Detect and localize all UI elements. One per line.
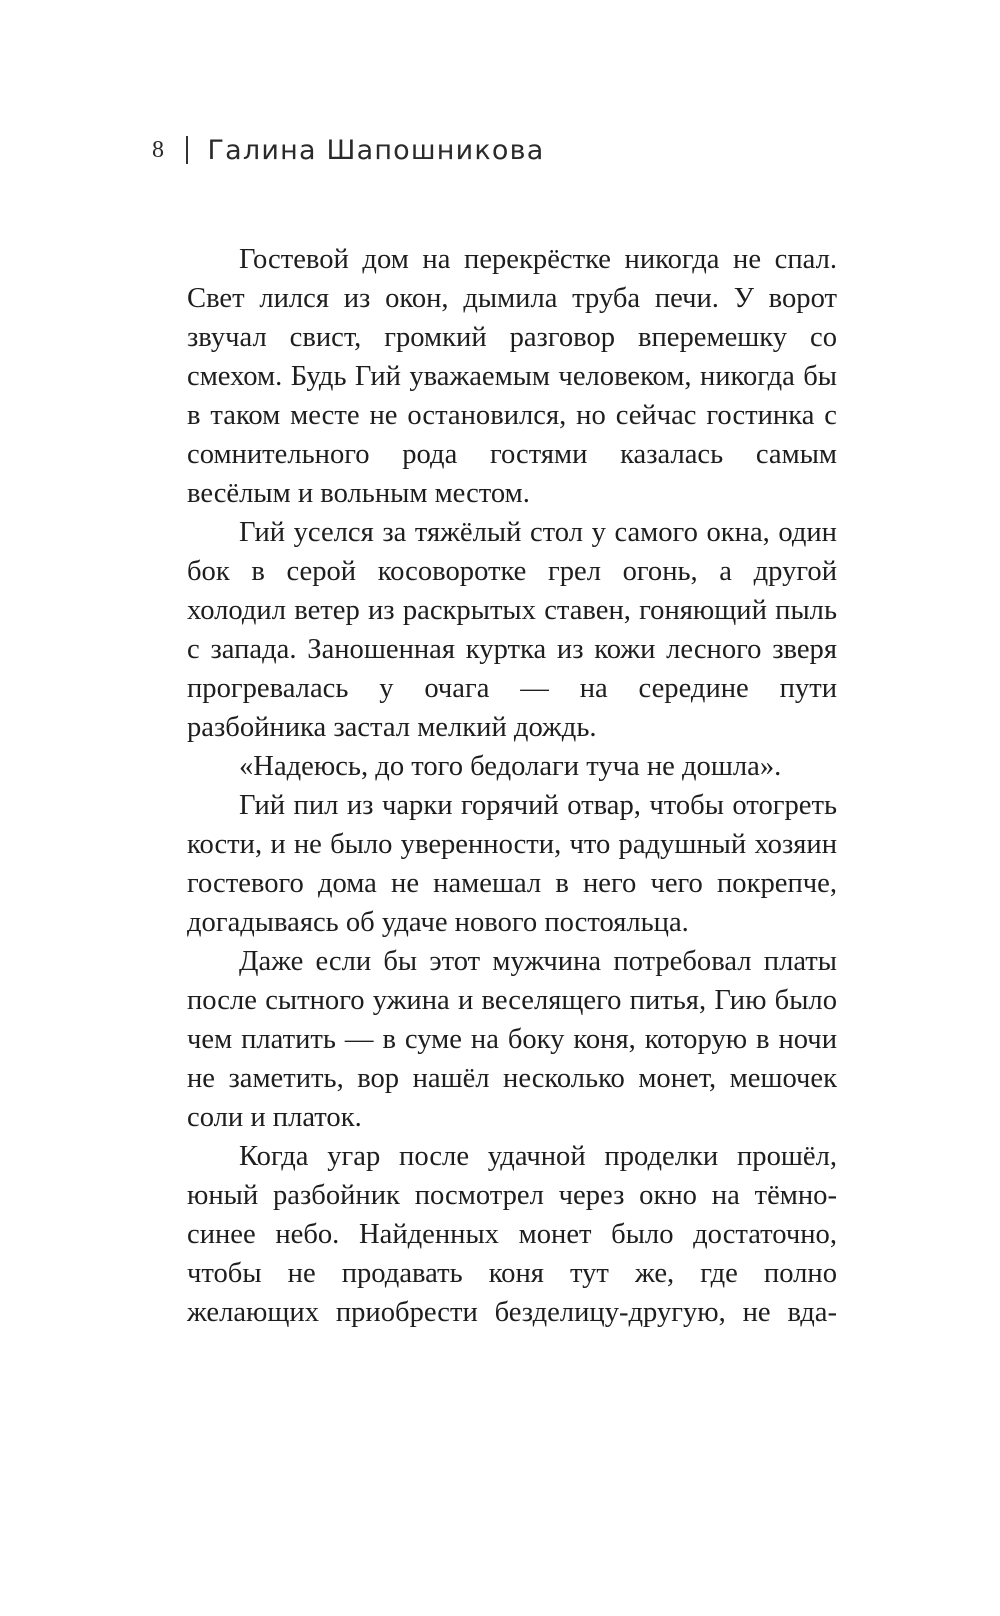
paragraph: Гий уселся за тяжёлый стол у самого окна, один бок в серой косоворотке грел огонь, а другой холодил ветер из раскрытых ставен, гоняющий пыль с запада. Заношенная куртка из кожи лесного зверя прогревалась у очага — на середине пути разбойника застал мелкий дождь. xyxy=(187,517,837,743)
paragraph: Когда угар после удачной проделки прошёл, юный разбойник посмотрел через окно на тёмно-синее небо. Найденных монет было достаточно, чтобы не продавать коня тут же, где полно желающих приобрести безделицу-другую, не вда- xyxy=(187,1141,837,1328)
body-text xyxy=(187,240,837,1332)
paragraph: «Надеюсь, до того бедолаги туча не дошла». xyxy=(239,751,782,782)
header-divider xyxy=(186,136,188,164)
paragraph: Гостевой дом на перекрёстке никогда не спал. Свет лился из окон, дымила труба печи. У ворот звучал свист, громкий разговор вперемешку со смехом. Будь Гий уважаемым человеком, никогда бы в таком месте не остановился, но сейчас гостинка с сомнительного рода гостями казалась самым весёлым и вольным местом. xyxy=(187,244,837,509)
author-name: Галина Шапошникова xyxy=(207,134,545,166)
running-header xyxy=(152,130,544,170)
paragraph: Гий пил из чарки горячий отвар, чтобы отогреть кости, и не было уверенности, что радушный хозяин гостевого дома не намешал в него чего покрепче, догадываясь об удаче нового постояльца. xyxy=(187,790,837,938)
page-number: 8 xyxy=(152,136,164,163)
paragraph: Даже если бы этот мужчина потребовал платы после сытного ужина и веселящего питья, Гию было чем платить — в суме на боку коня, которую в ночи не заметить, вор нашёл несколько монет, мешочек соли и платок. xyxy=(187,946,837,1133)
